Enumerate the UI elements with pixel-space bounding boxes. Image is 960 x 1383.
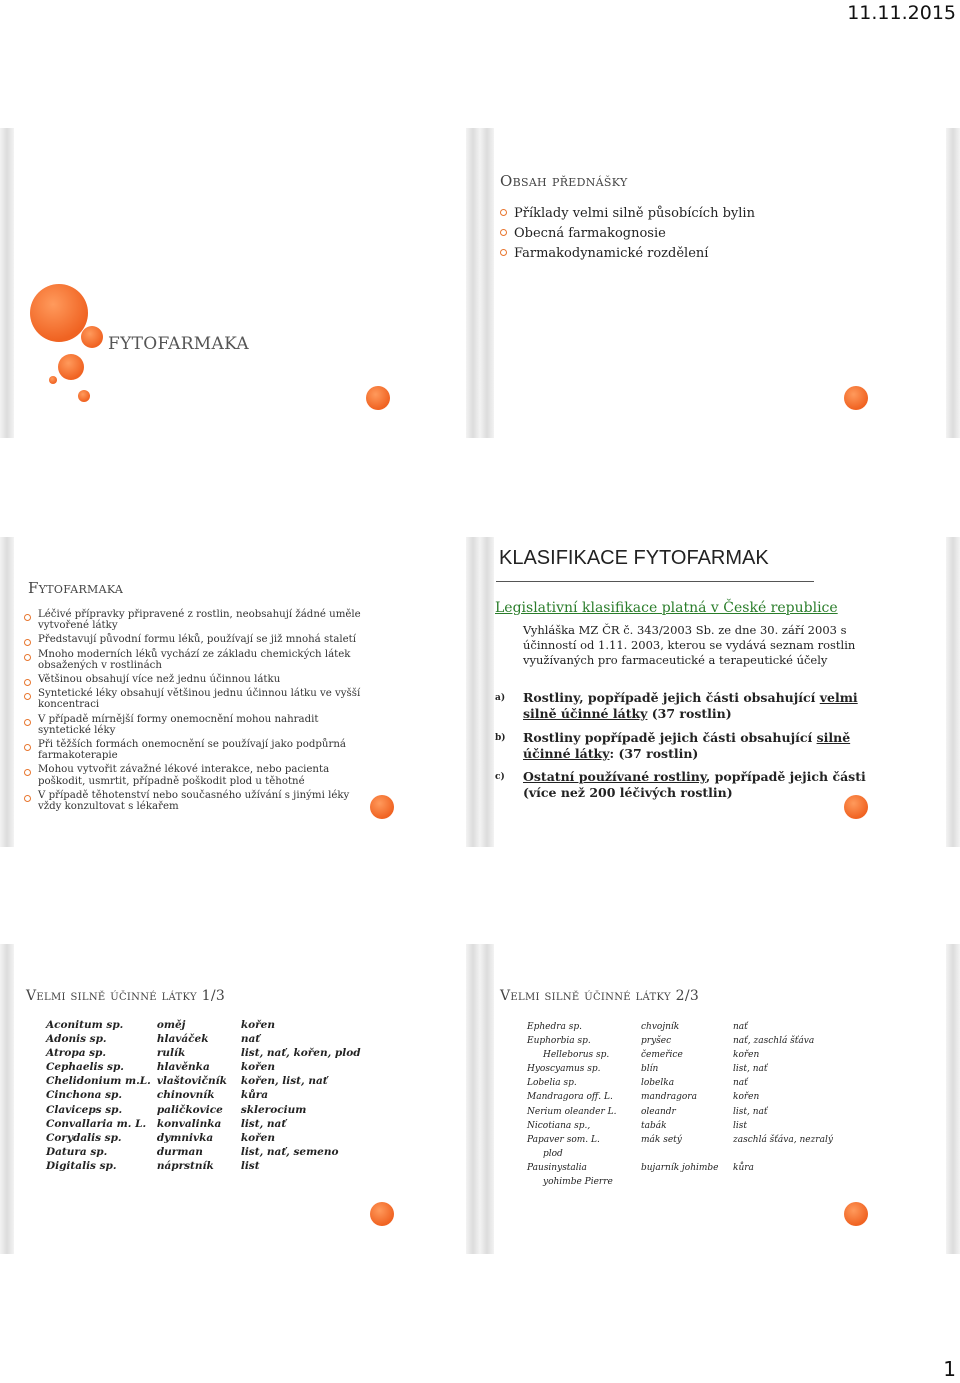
table-row bbox=[527, 1090, 849, 1104]
czech-name-cell: hlavěnka bbox=[156, 1061, 210, 1074]
list-marker: c) bbox=[495, 772, 505, 782]
plant-part-cell: kůra bbox=[733, 1162, 754, 1173]
czech-name-cell: bujarník johimbe bbox=[641, 1162, 719, 1173]
czech-name-cell: chinovník bbox=[156, 1089, 215, 1102]
slide-right-bar bbox=[946, 128, 960, 438]
table-row bbox=[527, 1076, 849, 1090]
list-item bbox=[495, 690, 875, 722]
list-item: Obecná farmakognosie bbox=[500, 224, 755, 244]
slide-left-bar bbox=[480, 537, 494, 847]
plant-part-cell: list, nať, kořen, plod bbox=[240, 1047, 361, 1060]
table-row bbox=[46, 1103, 367, 1117]
czech-name-cell: durman bbox=[156, 1145, 203, 1158]
latin-name-cell: plod bbox=[543, 1148, 563, 1159]
latin-name-cell: Euphorbia sp. bbox=[527, 1036, 591, 1047]
list-item bbox=[495, 730, 875, 762]
orange-circle-icon bbox=[370, 1202, 394, 1226]
orange-circle-icon bbox=[30, 284, 88, 342]
czech-name-cell: oměj bbox=[156, 1019, 186, 1031]
table-row bbox=[46, 1117, 367, 1131]
plant-part-cell: kořen bbox=[733, 1092, 760, 1103]
czech-name-cell: lobelka bbox=[641, 1078, 675, 1089]
table-row bbox=[46, 1145, 367, 1159]
latin-name-cell: Cinchona sp. bbox=[46, 1089, 123, 1102]
czech-name-cell bbox=[641, 1175, 733, 1189]
slide-plants-1 bbox=[0, 944, 480, 1254]
list-item: Mnoho moderních léků vychází ze základu chemických látek obsažených v rostlinách bbox=[24, 649, 364, 671]
list-text: : (37 rostlin) bbox=[609, 746, 699, 761]
plant-part-cell: kořen bbox=[240, 1131, 275, 1144]
table-row bbox=[527, 1105, 849, 1119]
latin-name-cell: Cephaelis sp. bbox=[46, 1061, 124, 1074]
slide-right-bar bbox=[466, 944, 480, 1254]
orange-circle-icon bbox=[370, 795, 394, 819]
table-row bbox=[527, 1133, 849, 1147]
list-text: Rostliny, popřípadě jejich části obsahující bbox=[523, 690, 820, 705]
slide-klasifikace bbox=[480, 537, 960, 847]
fytofarmaka-list bbox=[24, 609, 364, 815]
plant-part-cell: list, nať bbox=[240, 1117, 287, 1130]
latin-name-cell: Helleborus sp. bbox=[543, 1050, 610, 1061]
latin-name-cell: Datura sp. bbox=[46, 1145, 108, 1158]
orange-circle-icon bbox=[366, 386, 390, 410]
list-text: Rostliny popřípadě jejich části obsahující bbox=[523, 730, 817, 745]
plant-part-cell: kůra bbox=[240, 1089, 269, 1102]
plant-part-cell: nať bbox=[733, 1022, 748, 1032]
orange-circle-icon bbox=[844, 795, 868, 819]
slide-title: Obsah přednášky bbox=[500, 172, 628, 190]
czech-name-cell: paličkovice bbox=[156, 1103, 223, 1116]
czech-name-cell: chvojník bbox=[641, 1022, 680, 1032]
slide-left-bar bbox=[480, 944, 494, 1254]
czech-name-cell: konvalinka bbox=[156, 1117, 222, 1130]
slide-title: KLASIFIKACE FYTOFARMAK bbox=[499, 547, 769, 569]
plant-part-cell: kořen bbox=[240, 1061, 275, 1074]
latin-name-cell: Adonis sp. bbox=[46, 1033, 107, 1046]
slide-left-bar bbox=[0, 537, 14, 847]
table-row bbox=[46, 1074, 367, 1088]
table-row bbox=[46, 1018, 367, 1032]
latin-name-cell: Claviceps sp. bbox=[46, 1103, 123, 1116]
list-item: Syntetické léky obsahují většinou jednu účinnou látku ve vyšší koncentraci bbox=[24, 688, 364, 710]
list-item: Mohou vytvořit závažné lékové interakce, nebo pacienta poškodit, usmrtit, případně poškodit plod u těhotné bbox=[24, 764, 364, 786]
czech-name-cell bbox=[641, 1147, 733, 1161]
plants-table bbox=[527, 1020, 849, 1189]
latin-name-cell: Aconitum sp. bbox=[46, 1019, 124, 1031]
czech-name-cell: pryšec bbox=[641, 1036, 672, 1047]
plant-part-cell: nať bbox=[733, 1078, 748, 1089]
orange-circle-icon bbox=[844, 386, 868, 410]
list-item: V případě mírnější formy onemocnění mohou nahradit syntetické léky bbox=[24, 714, 364, 736]
latin-name-cell: Ephedra sp. bbox=[527, 1022, 582, 1032]
table-row bbox=[527, 1119, 849, 1133]
table-row bbox=[527, 1161, 849, 1175]
czech-name-cell: blín bbox=[641, 1064, 659, 1075]
table-row bbox=[527, 1020, 849, 1034]
latin-name-cell: Nicotiana sp., bbox=[527, 1120, 591, 1131]
slide-subtitle: Legislativní klasifikace platná v České republice bbox=[495, 600, 838, 616]
plant-part-cell: list, nať bbox=[733, 1064, 768, 1075]
slide-right-bar bbox=[946, 944, 960, 1254]
slide-fytofarmaka bbox=[0, 537, 480, 847]
latin-name-cell: Convallaria m. L. bbox=[46, 1117, 147, 1130]
list-item: Představují původní formu léků, používají se již mnohá staletí bbox=[24, 634, 364, 645]
orange-circle-icon bbox=[78, 390, 90, 402]
slide-title: Velmi silně účinné látky 2/3 bbox=[500, 988, 700, 1004]
list-emphasis: silně účinné látky bbox=[523, 730, 851, 761]
latin-name-cell: Pausinystalia bbox=[527, 1162, 587, 1173]
list-item: Při těžších formách onemocnění se používají jako podpůrná farmakoterapie bbox=[24, 739, 364, 761]
orange-circle-icon bbox=[844, 1202, 868, 1226]
plant-part-cell: nať bbox=[240, 1033, 261, 1046]
plant-part-cell: list bbox=[733, 1120, 747, 1131]
latin-name-cell: Hyoscyamus sp. bbox=[527, 1064, 601, 1075]
list-item: Farmakodynamické rozdělení bbox=[500, 244, 755, 264]
slide-title: Velmi silně účinné látky 1/3 bbox=[26, 988, 226, 1004]
table-row bbox=[46, 1032, 367, 1046]
orange-circle-icon bbox=[81, 326, 103, 348]
slide-title-fytofarmaka bbox=[0, 128, 480, 438]
czech-name-cell: náprstník bbox=[156, 1159, 214, 1172]
table-row bbox=[46, 1088, 367, 1102]
list-marker: a) bbox=[495, 693, 506, 703]
czech-name-cell: rulík bbox=[156, 1047, 186, 1060]
orange-circle-icon bbox=[58, 354, 84, 380]
czech-name-cell: oleandr bbox=[641, 1106, 676, 1117]
latin-name-cell: Chelidonium m.L. bbox=[46, 1075, 151, 1088]
intro-text: Vyhláška MZ ČR č. 343/2003 Sb. ze dne 30. září 2003 s účinností od 1.11. 2003, kterou se vydává seznam rostlin využívaných pro farmaceutické a terapeutické účely bbox=[523, 623, 856, 667]
list-item bbox=[495, 769, 875, 801]
slide-plants-2 bbox=[480, 944, 960, 1254]
latin-name-cell: Mandragora off. L. bbox=[527, 1092, 613, 1103]
czech-name-cell: mák setý bbox=[641, 1134, 682, 1145]
plant-part-cell: sklerocium bbox=[240, 1103, 307, 1116]
slide-left-bar bbox=[480, 128, 494, 438]
table-row bbox=[46, 1060, 367, 1074]
czech-name-cell: mandragora bbox=[641, 1092, 697, 1103]
czech-name-cell: dymnivka bbox=[156, 1131, 214, 1144]
page-number: 1 bbox=[943, 1357, 956, 1381]
contents-list bbox=[500, 204, 755, 264]
plant-part-cell: nať, zaschlá šťáva bbox=[733, 1036, 815, 1047]
table-row bbox=[527, 1034, 849, 1048]
title-divider bbox=[496, 581, 814, 582]
list-emphasis: velmi silně účinné látky bbox=[523, 690, 858, 721]
slide-left-bar bbox=[0, 128, 14, 438]
czech-name-cell: tabák bbox=[641, 1120, 667, 1131]
slide-left-bar bbox=[0, 944, 14, 1254]
latin-name-cell: Digitalis sp. bbox=[46, 1159, 117, 1172]
slide-contents bbox=[480, 128, 960, 438]
table-row bbox=[527, 1147, 849, 1161]
list-text: , popřípadě jejich části (více než 200 léčivých rostlin) bbox=[523, 769, 866, 800]
plants-table bbox=[46, 1018, 367, 1173]
table-row bbox=[527, 1048, 849, 1062]
plant-part-cell: kořen bbox=[240, 1019, 275, 1031]
latin-name-cell: Lobelia sp. bbox=[527, 1078, 577, 1089]
czech-name-cell: vlaštovičník bbox=[156, 1075, 227, 1088]
plant-part-cell: list, nať bbox=[733, 1106, 768, 1117]
list-item: Většinou obsahují více než jednu účinnou látku bbox=[24, 674, 364, 685]
slide-right-bar bbox=[466, 128, 480, 438]
slide-right-bar bbox=[946, 537, 960, 847]
list-item: Příklady velmi silně působících bylin bbox=[500, 204, 755, 224]
page-date: 11.11.2015 bbox=[847, 2, 956, 24]
plant-part-cell: zaschlá šťáva, nezralý bbox=[733, 1134, 833, 1145]
latin-name-cell: yohimbe Pierre bbox=[543, 1177, 613, 1188]
slide-right-bar bbox=[466, 537, 480, 847]
list-marker: b) bbox=[495, 733, 506, 743]
slide-title: FYTOFARMAKA bbox=[108, 334, 249, 354]
plant-part-cell: list, nať, semeno bbox=[240, 1145, 339, 1158]
latin-name-cell: Atropa sp. bbox=[46, 1047, 107, 1060]
table-row bbox=[527, 1062, 849, 1076]
table-row bbox=[46, 1159, 367, 1173]
table-row bbox=[46, 1046, 367, 1060]
orange-circle-icon bbox=[49, 376, 57, 384]
czech-name-cell: čemeřice bbox=[641, 1050, 683, 1061]
list-emphasis: Ostatní používané rostliny bbox=[523, 769, 706, 784]
plant-part-cell bbox=[733, 1175, 849, 1189]
list-text: (37 rostlin) bbox=[647, 706, 732, 721]
table-row bbox=[46, 1131, 367, 1145]
latin-name-cell: Corydalis sp. bbox=[46, 1131, 122, 1144]
plant-part-cell: kořen, list, nať bbox=[240, 1075, 328, 1088]
plant-part-cell: kořen bbox=[733, 1050, 760, 1061]
latin-name-cell: Nerium oleander L. bbox=[527, 1106, 617, 1117]
plant-part-cell bbox=[733, 1147, 849, 1161]
list-item: Léčivé přípravky připravené z rostlin, neobsahují žádné uměle vytvořené látky bbox=[24, 609, 364, 631]
table-row bbox=[527, 1175, 849, 1189]
latin-name-cell: Papaver som. L. bbox=[527, 1134, 600, 1145]
czech-name-cell: hlaváček bbox=[156, 1033, 209, 1046]
plant-part-cell: list bbox=[240, 1159, 260, 1172]
slide-title: Fytofarmaka bbox=[28, 579, 124, 597]
list-item: V případě těhotenství nebo současného užívání s jinými léky vždy konzultovat s lékařem bbox=[24, 790, 364, 812]
